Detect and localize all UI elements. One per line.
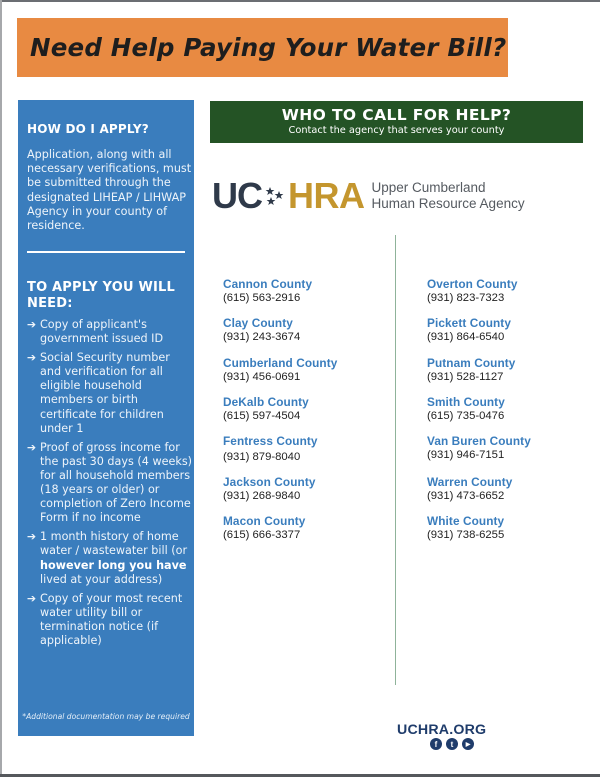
requirement-item xyxy=(23,530,193,586)
county-entry xyxy=(223,395,393,434)
county-name: Overton County xyxy=(427,277,518,291)
arrow-right-icon: ➔ xyxy=(26,530,37,544)
who-to-call-subtitle: Contact the agency that serves your county xyxy=(288,125,505,136)
requirement-text xyxy=(40,530,193,586)
county-name: Jackson County xyxy=(223,475,316,490)
county-entry xyxy=(223,277,393,316)
requirement-item xyxy=(23,351,193,436)
county-phone: (931) 473-6652 xyxy=(427,490,505,503)
county-phone: (615) 666-3377 xyxy=(223,529,301,542)
county-list-right xyxy=(427,277,597,554)
county-name: Warren County xyxy=(427,475,513,490)
requirement-text: Social Security number and verification for all eligible household members or birth certificate for children under 1 xyxy=(40,351,170,435)
who-to-call-title: WHO TO CALL FOR HELP? xyxy=(281,106,512,124)
page-border-top xyxy=(0,0,600,2)
column-divider xyxy=(395,235,396,685)
social-links xyxy=(430,738,474,750)
county-name: Van Buren County xyxy=(427,434,531,449)
county-entry xyxy=(223,475,393,514)
county-phone: (931) 456-0691 xyxy=(223,370,301,383)
county-entry xyxy=(427,434,597,475)
county-entry xyxy=(427,316,597,355)
documentation-note: *Additional documentation may be required xyxy=(22,712,190,721)
county-entry xyxy=(223,316,393,355)
website-link[interactable]: UCHRA.ORG xyxy=(397,722,487,738)
county-name: Fentress County xyxy=(223,434,318,449)
requirement-text: Copy of your most recent water utility bill or termination notice (if applicable) xyxy=(40,591,183,647)
requirement-text: Proof of gross income for the past 30 days (4 weeks) for all household members (18 years or older) or completion of Zero Income Form if no income xyxy=(40,440,193,525)
facebook-icon[interactable]: f xyxy=(430,738,442,750)
county-entry xyxy=(427,356,597,395)
county-name: Putnam County xyxy=(427,355,516,370)
three-stars-icon xyxy=(264,185,286,207)
panel-divider xyxy=(27,251,185,253)
requirement-item xyxy=(23,592,193,648)
county-name: Cumberland County xyxy=(223,355,338,370)
county-name: Clay County xyxy=(223,316,293,331)
arrow-right-icon: ➔ xyxy=(26,591,37,605)
requirement-text: Copy of applicant's government issued ID xyxy=(40,318,164,346)
county-phone: (931) 268-9840 xyxy=(223,490,301,503)
county-phone: (615) 597-4504 xyxy=(223,409,301,422)
county-entry xyxy=(427,475,597,514)
county-phone: (931) 738-6255 xyxy=(427,529,505,542)
county-entry xyxy=(427,514,597,553)
twitter-icon[interactable]: t xyxy=(446,738,458,750)
county-name: White County xyxy=(427,514,505,529)
requirement-item xyxy=(23,441,193,526)
requirements-heading: TO APPLY YOU WILL NEED: xyxy=(27,280,175,311)
county-entry xyxy=(427,395,597,434)
county-phone: (931) 864-6540 xyxy=(427,331,505,344)
page-border-left xyxy=(0,0,2,777)
how-to-apply-heading: HOW DO I APPLY? xyxy=(27,122,149,136)
county-entry xyxy=(223,434,393,475)
county-phone: (615) 563-2916 xyxy=(223,292,301,304)
logo-uc-text: UC xyxy=(212,175,262,216)
arrow-right-icon: ➔ xyxy=(26,440,37,454)
logo-agency-name xyxy=(372,180,525,212)
requirement-text-part: 1 month history of home water / wastewater bill (or xyxy=(40,530,188,558)
county-phone: (931) 879-8040 xyxy=(223,451,301,464)
requirement-text-emphasis: however long you have xyxy=(40,558,187,572)
county-entry xyxy=(223,356,393,395)
county-name: Pickett County xyxy=(427,316,511,331)
page-title: Need Help Paying Your Water Bill? xyxy=(30,33,507,62)
county-list-left xyxy=(223,277,393,554)
county-entry xyxy=(223,514,393,553)
title-banner xyxy=(17,18,508,77)
requirements-list xyxy=(23,318,193,653)
county-name: Cannon County xyxy=(223,277,313,291)
county-name: Macon County xyxy=(223,514,306,529)
logo-agency-line2: Human Resource Agency xyxy=(371,196,525,211)
county-phone: (931) 823-7323 xyxy=(427,292,505,304)
apply-info-panel xyxy=(18,100,194,736)
logo-agency-line1: Upper Cumberland xyxy=(371,180,486,195)
arrow-right-icon: ➔ xyxy=(26,318,37,331)
requirement-text-part: lived at your address) xyxy=(40,572,163,586)
county-phone: (931) 243-3674 xyxy=(223,331,301,344)
county-name: DeKalb County xyxy=(223,394,309,409)
logo-hra-text: HRA xyxy=(288,175,365,216)
youtube-icon[interactable]: ▶ xyxy=(462,738,474,750)
county-name: Smith County xyxy=(427,394,505,409)
county-phone: (931) 946-7151 xyxy=(427,449,505,462)
uchra-logo xyxy=(212,176,525,216)
who-to-call-header xyxy=(210,101,583,143)
arrow-right-icon: ➔ xyxy=(26,351,37,365)
county-phone: (931) 528-1127 xyxy=(427,370,504,383)
county-phone: (615) 735-0476 xyxy=(427,409,505,422)
requirement-item xyxy=(23,318,193,346)
county-entry xyxy=(427,277,597,316)
how-to-apply-body: Application, along with all necessary verifications, must be submitted through the designated LIHEAP / LIHWAP Agency in your county of residence. xyxy=(27,148,192,233)
